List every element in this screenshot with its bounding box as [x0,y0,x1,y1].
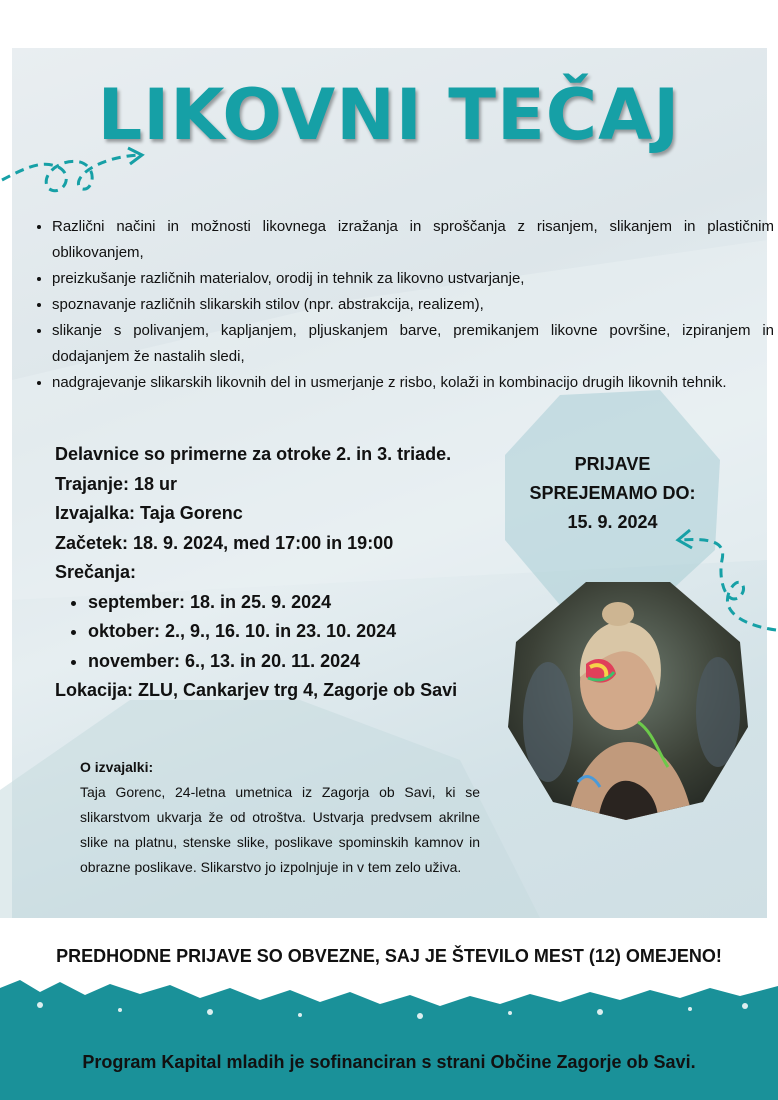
deadline-date: 15. 9. 2024 [567,512,658,532]
start-text: Začetek: 18. 9. 2024, med 17:00 in 19:00 [55,532,394,553]
list-item: • nadgrajevanje slikarskih likovnih del in usmerjanje z risbo, kolaži in kombinacijo drugih likovnih tehnik. [52,370,774,396]
footer-text: Program Kapital mladih je sofinanciran s strani Občine Zagorje ob Savi. [82,1052,696,1072]
meeting-item: • oktober: 2., 9., 16. 10. in 23. 10. 2024 [88,617,515,647]
meeting-item: • november: 6., 13. in 20. 11. 2024 [88,647,515,677]
list-item: • spoznavanje različnih slikarskih stilov (npr. abstrakcija, realizem), [52,292,774,318]
list-item: • slikanje s polivanjem, kapljanjem, pljuskanjem barve, premikanjem likovne površine, izpiranjem in dodajanjem že nastalih sledi, [52,318,774,370]
page-title: LIKOVNI TEČAJ [97,74,681,156]
meetings-list [55,588,515,677]
list-item: • preizkušanje različnih materialov, orodij in tehnik za likovno ustvarjanje, [52,266,774,292]
list-item: • Različni načini in možnosti likovnega izražanja in sproščanja z risanjem, slikanjem in plastičnim oblikovanjem, [52,214,774,266]
footer-band [0,980,778,1100]
about-title: O izvajalki: [80,759,154,775]
about-text: Taja Gorenc, 24-letna umetnica iz Zagorja ob Savi, ki se slikarstvom ukvarja že od otroštva. Ustvarja predvsem akrilne slike na platnu, stenske slike, poslikave spominskih kamnov in obrazne poslikave. Slikarstvo jo izpolnjuje in v tem zelo uživa. [80,784,480,875]
dashed-arrow-icon [2,155,138,191]
deadline-line1: PRIJAVE [574,454,651,474]
about-instructor [80,755,480,880]
meetings-label: Srečanja: [55,562,137,582]
activity-list [30,214,774,396]
instructor-text: Izvajalka: Taja Gorenc [55,503,243,523]
deadline-line2: SPREJEMAMO DO: [529,483,696,503]
deadline-block [505,450,720,537]
audience-text: Delavnice so primerne za otroke 2. in 3. triade. [55,444,452,464]
meeting-item: • september: 18. in 25. 9. 2024 [88,588,515,618]
duration-text: Trajanje: 18 ur [55,473,178,494]
location-text: Lokacija: ZLU, Cankarjev trg 4, Zagorje ob Savi [55,680,458,700]
registration-warning: PREDHODNE PRIJAVE SO OBVEZNE, SAJ JE ŠTEVILO MEST (12) OMEJENO! [56,946,722,966]
instructor-photo [508,582,748,820]
course-details [55,440,515,706]
